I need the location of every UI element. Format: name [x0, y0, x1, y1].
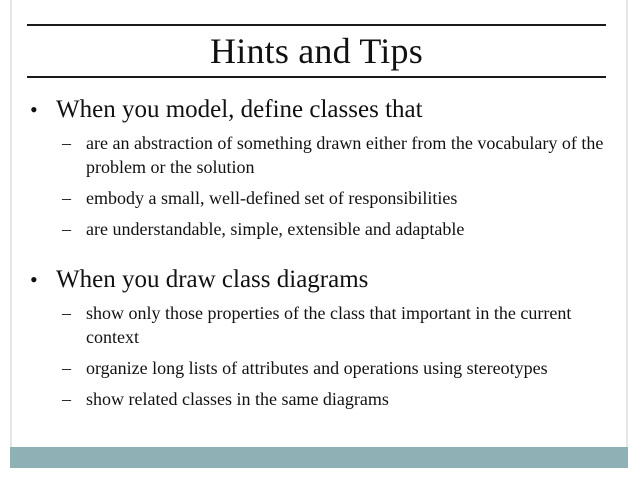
list-item-text: embody a small, well-defined set of responsibilities [86, 188, 458, 208]
section-heading-row [30, 93, 610, 127]
slide-title: Hints and Tips [210, 31, 423, 71]
list-item-text: show only those properties of the class that important in the current context [86, 303, 572, 347]
footer-bar [10, 447, 628, 468]
list-item [30, 186, 610, 210]
list-item [30, 217, 610, 241]
dash-icon: – [62, 219, 71, 239]
list-item-text: organize long lists of attributes and operations using stereotypes [86, 358, 548, 378]
title-rule-top [27, 24, 606, 26]
sub-list [30, 131, 610, 241]
section-diagrams [30, 263, 610, 411]
dash-icon: – [62, 358, 71, 378]
dash-icon: – [62, 303, 71, 323]
dash-icon: – [62, 188, 71, 208]
list-item [30, 131, 610, 179]
dash-icon: – [62, 133, 71, 153]
list-item-text: show related classes in the same diagrams [86, 389, 389, 409]
bullet-icon: • [30, 267, 38, 292]
list-item [30, 301, 610, 349]
section-heading: When you draw class diagrams [56, 266, 369, 293]
slide-frame-left [10, 0, 12, 447]
sub-list [30, 301, 610, 411]
slide-frame-right [626, 0, 628, 447]
section-heading-row [30, 263, 610, 297]
list-item-text: are understandable, simple, extensible and adaptable [86, 219, 465, 239]
list-item [30, 356, 610, 380]
section-heading: When you model, define classes that [56, 96, 423, 123]
bullet-icon: • [30, 97, 38, 122]
title-rule-bottom [27, 76, 606, 78]
slide-content [30, 93, 610, 418]
list-item [30, 387, 610, 411]
section-modeling [30, 93, 610, 241]
list-item-text: are an abstraction of something drawn either from the vocabulary of the problem or the solution [86, 133, 604, 177]
dash-icon: – [62, 389, 71, 409]
